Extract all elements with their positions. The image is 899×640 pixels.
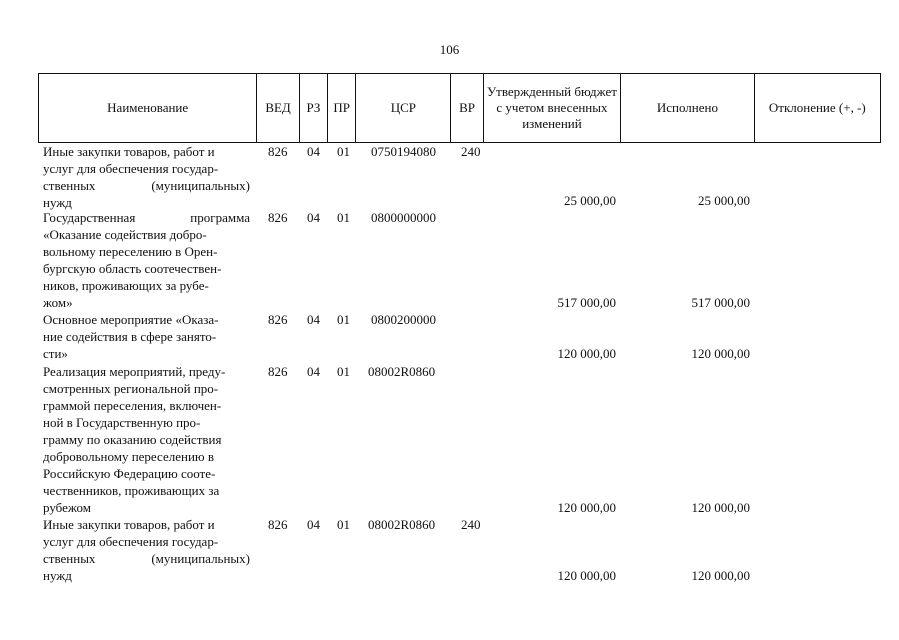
- row-vr: 240: [461, 144, 481, 159]
- row-approved: 517 000,00: [557, 295, 616, 310]
- row-rz: 04: [307, 210, 320, 225]
- table-header: [38, 73, 881, 143]
- header-executed: Исполнено: [621, 74, 754, 143]
- header-approved: Утвержденный бюджет с учетом внесенных изменений: [483, 74, 620, 143]
- row-executed: 120 000,00: [691, 500, 750, 515]
- row-csr: 0800000000: [371, 210, 436, 225]
- row-approved: 120 000,00: [557, 500, 616, 515]
- header-vr: ВР: [451, 74, 483, 143]
- row-name: Основное мероприятие «Оказа- ние содействия в сфере занято- сти»: [43, 312, 219, 361]
- row-rz: 04: [307, 364, 320, 379]
- row-vr: 240: [461, 517, 481, 532]
- header-ved: ВЕД: [257, 74, 299, 143]
- row-approved: 120 000,00: [557, 346, 616, 361]
- header-deviation: Отклонение (+, -): [754, 74, 880, 143]
- row-pr: 01: [337, 517, 350, 532]
- row-csr: 0750194080: [371, 144, 436, 159]
- row-ved: 826: [268, 210, 288, 225]
- row-executed: 25 000,00: [698, 193, 750, 208]
- row-ved: 826: [268, 312, 288, 327]
- row-approved: 120 000,00: [557, 568, 616, 583]
- header-csr: ЦСР: [356, 74, 451, 143]
- row-executed: 120 000,00: [691, 568, 750, 583]
- row-ved: 826: [268, 364, 288, 379]
- page-number: 106: [439, 42, 460, 57]
- header-rz: РЗ: [299, 74, 327, 143]
- row-pr: 01: [337, 144, 350, 159]
- header-name: Наименование: [39, 74, 257, 143]
- row-pr: 01: [337, 364, 350, 379]
- row-approved: 25 000,00: [564, 193, 616, 208]
- row-ved: 826: [268, 517, 288, 532]
- row-executed: 517 000,00: [691, 295, 750, 310]
- row-csr: 08002R0860: [368, 517, 436, 532]
- row-executed: 120 000,00: [691, 346, 750, 361]
- row-pr: 01: [337, 312, 350, 327]
- row-name: Иные закупки товаров, работ и услуг для обеспечения государ- ственных (муниципальных) нужд: [43, 144, 250, 210]
- header-pr: ПР: [328, 74, 356, 143]
- row-name: Государственная программа «Оказание содействия добро- вольному переселению в Орен- бургскую область соотечествен- ников, проживающих за рубе- жом»: [43, 210, 250, 310]
- row-ved: 826: [268, 144, 288, 159]
- row-rz: 04: [307, 312, 320, 327]
- row-pr: 01: [337, 210, 350, 225]
- row-name: Реализация мероприятий, преду- смотренных региональной про- граммой переселения, включен- ной в Государственную про- грамму по оказанию содействия добровольному переселению в Российскую Федерацию соотe- чественников, проживающих за рубежом: [43, 364, 226, 515]
- row-name: Иные закупки товаров, работ и услуг для обеспечения государ- ственных (муниципальных) нужд: [43, 517, 250, 583]
- row-rz: 04: [307, 144, 320, 159]
- row-csr: 08002R0860: [368, 364, 436, 379]
- row-csr: 0800200000: [371, 312, 436, 327]
- row-rz: 04: [307, 517, 320, 532]
